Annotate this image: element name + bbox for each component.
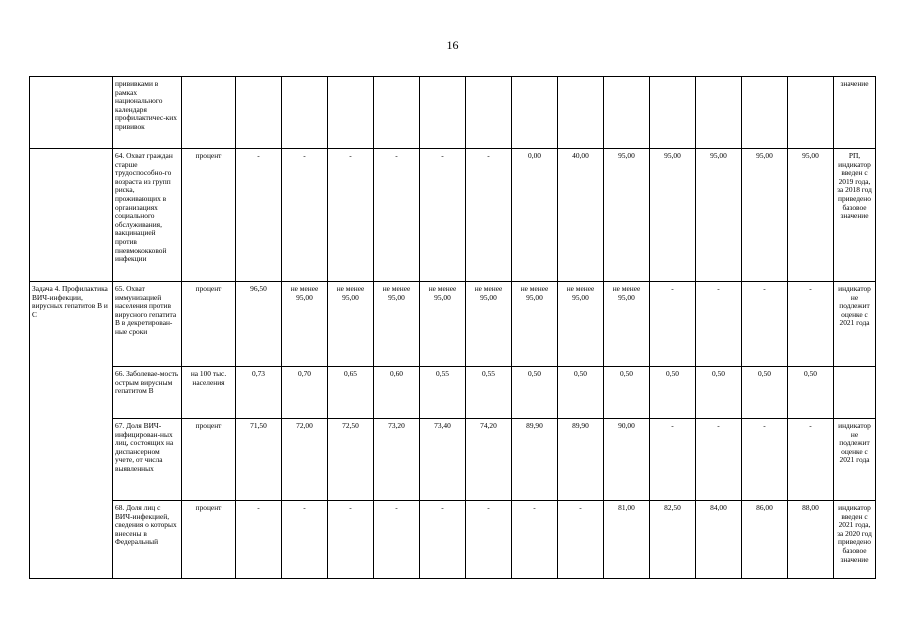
- value-cell: -: [420, 501, 466, 579]
- note-cell: значение: [834, 77, 876, 149]
- table-row: [30, 501, 876, 579]
- page-number: 16: [446, 38, 459, 52]
- value-cell: 73,20: [374, 419, 420, 501]
- value-cell: 95,00: [650, 149, 696, 282]
- note-cell: РП, индикатор введен с 2019 года, за 2018 год приведено базовое значение: [834, 149, 876, 282]
- value-cell: -: [788, 282, 834, 367]
- value-cell: 0,73: [236, 367, 282, 419]
- unit-cell: процент: [182, 419, 236, 501]
- table-row: [30, 77, 876, 149]
- value-cell: -: [466, 149, 512, 282]
- value-cell: [420, 77, 466, 149]
- value-cell: не менее 95,00: [512, 282, 558, 367]
- table-row: [30, 419, 876, 501]
- value-cell: -: [696, 419, 742, 501]
- value-cell: 40,00: [558, 149, 604, 282]
- unit-cell: процент: [182, 282, 236, 367]
- value-cell: 0,55: [466, 367, 512, 419]
- value-cell: [650, 77, 696, 149]
- unit-cell: процент: [182, 149, 236, 282]
- value-cell: 73,40: [420, 419, 466, 501]
- note-cell: [834, 367, 876, 419]
- value-cell: [788, 77, 834, 149]
- value-cell: -: [466, 501, 512, 579]
- value-cell: 95,00: [604, 149, 650, 282]
- indicator-name-cell: 64. Охват граждан старше трудоспособно-го возраста из групп риска, проживающих в организациях социального обслуживания, вакцинацией против пневмококковой инфекции: [113, 149, 182, 282]
- value-cell: не менее 95,00: [420, 282, 466, 367]
- value-cell: -: [742, 282, 788, 367]
- value-cell: не менее 95,00: [374, 282, 420, 367]
- value-cell: 0,00: [512, 149, 558, 282]
- table-row: [30, 282, 876, 367]
- value-cell: не менее 95,00: [328, 282, 374, 367]
- task-cell: [30, 149, 113, 282]
- value-cell: -: [236, 149, 282, 282]
- value-cell: [512, 77, 558, 149]
- value-cell: [742, 77, 788, 149]
- value-cell: 0,70: [282, 367, 328, 419]
- value-cell: 0,50: [650, 367, 696, 419]
- value-cell: -: [742, 419, 788, 501]
- value-cell: 0,50: [742, 367, 788, 419]
- value-cell: -: [650, 282, 696, 367]
- value-cell: 89,90: [558, 419, 604, 501]
- indicator-name-cell: 68. Доля лиц с ВИЧ-инфекцией, сведения о которых внесены в Федеральный: [113, 501, 182, 579]
- note-cell: индикатор не подлежит оценке с 2021 года: [834, 282, 876, 367]
- value-cell: не менее 95,00: [604, 282, 650, 367]
- value-cell: -: [558, 501, 604, 579]
- value-cell: 0,65: [328, 367, 374, 419]
- table-row: [30, 149, 876, 282]
- indicator-name-cell: 67. Доля ВИЧ-инфицирован-ных лиц, состоящих на диспансерном учете, от числа выявленных: [113, 419, 182, 501]
- indicators-table: [29, 76, 876, 579]
- value-cell: 71,50: [236, 419, 282, 501]
- value-cell: [374, 77, 420, 149]
- value-cell: 0,50: [788, 367, 834, 419]
- value-cell: 95,00: [696, 149, 742, 282]
- value-cell: 89,90: [512, 419, 558, 501]
- value-cell: 74,20: [466, 419, 512, 501]
- value-cell: [604, 77, 650, 149]
- value-cell: -: [328, 149, 374, 282]
- indicator-name-cell: 65. Охват иммунизацией населения против вирусного гепатита В в декретирован-ные сроки: [113, 282, 182, 367]
- value-cell: не менее 95,00: [282, 282, 328, 367]
- task-cell: Задача 4. Профилактика ВИЧ-инфекции, вирусных гепатитов В и С: [30, 282, 113, 579]
- unit-cell: на 100 тыс. населения: [182, 367, 236, 419]
- value-cell: [696, 77, 742, 149]
- note-cell: индикатор не подлежит оценке с 2021 года: [834, 419, 876, 501]
- value-cell: 0,60: [374, 367, 420, 419]
- value-cell: -: [282, 149, 328, 282]
- value-cell: -: [374, 501, 420, 579]
- task-cell: [30, 77, 113, 149]
- value-cell: 0,55: [420, 367, 466, 419]
- value-cell: 0,50: [558, 367, 604, 419]
- value-cell: -: [374, 149, 420, 282]
- value-cell: 95,00: [788, 149, 834, 282]
- table-row: [30, 367, 876, 419]
- indicator-name-cell: прививками в рамках национального календаря профилактичес-ких прививок: [113, 77, 182, 149]
- value-cell: не менее 95,00: [466, 282, 512, 367]
- indicator-name-cell: 66. Заболевае-мость острым вирусным гепатитом В: [113, 367, 182, 419]
- value-cell: -: [328, 501, 374, 579]
- value-cell: 0,50: [696, 367, 742, 419]
- value-cell: -: [512, 501, 558, 579]
- value-cell: 95,00: [742, 149, 788, 282]
- unit-cell: [182, 77, 236, 149]
- value-cell: 82,50: [650, 501, 696, 579]
- value-cell: 81,00: [604, 501, 650, 579]
- note-cell: индикатор введен с 2021 года, за 2020 год приведено базовое значение: [834, 501, 876, 579]
- value-cell: -: [650, 419, 696, 501]
- value-cell: 0,50: [604, 367, 650, 419]
- unit-cell: процент: [182, 501, 236, 579]
- value-cell: -: [236, 501, 282, 579]
- value-cell: -: [696, 282, 742, 367]
- value-cell: 0,50: [512, 367, 558, 419]
- value-cell: 86,00: [742, 501, 788, 579]
- value-cell: -: [788, 419, 834, 501]
- value-cell: [236, 77, 282, 149]
- value-cell: -: [282, 501, 328, 579]
- value-cell: 72,00: [282, 419, 328, 501]
- value-cell: -: [420, 149, 466, 282]
- value-cell: [466, 77, 512, 149]
- value-cell: [282, 77, 328, 149]
- value-cell: 84,00: [696, 501, 742, 579]
- value-cell: 88,00: [788, 501, 834, 579]
- value-cell: не менее 95,00: [558, 282, 604, 367]
- value-cell: [558, 77, 604, 149]
- value-cell: 72,50: [328, 419, 374, 501]
- value-cell: 90,00: [604, 419, 650, 501]
- value-cell: [328, 77, 374, 149]
- value-cell: 96,50: [236, 282, 282, 367]
